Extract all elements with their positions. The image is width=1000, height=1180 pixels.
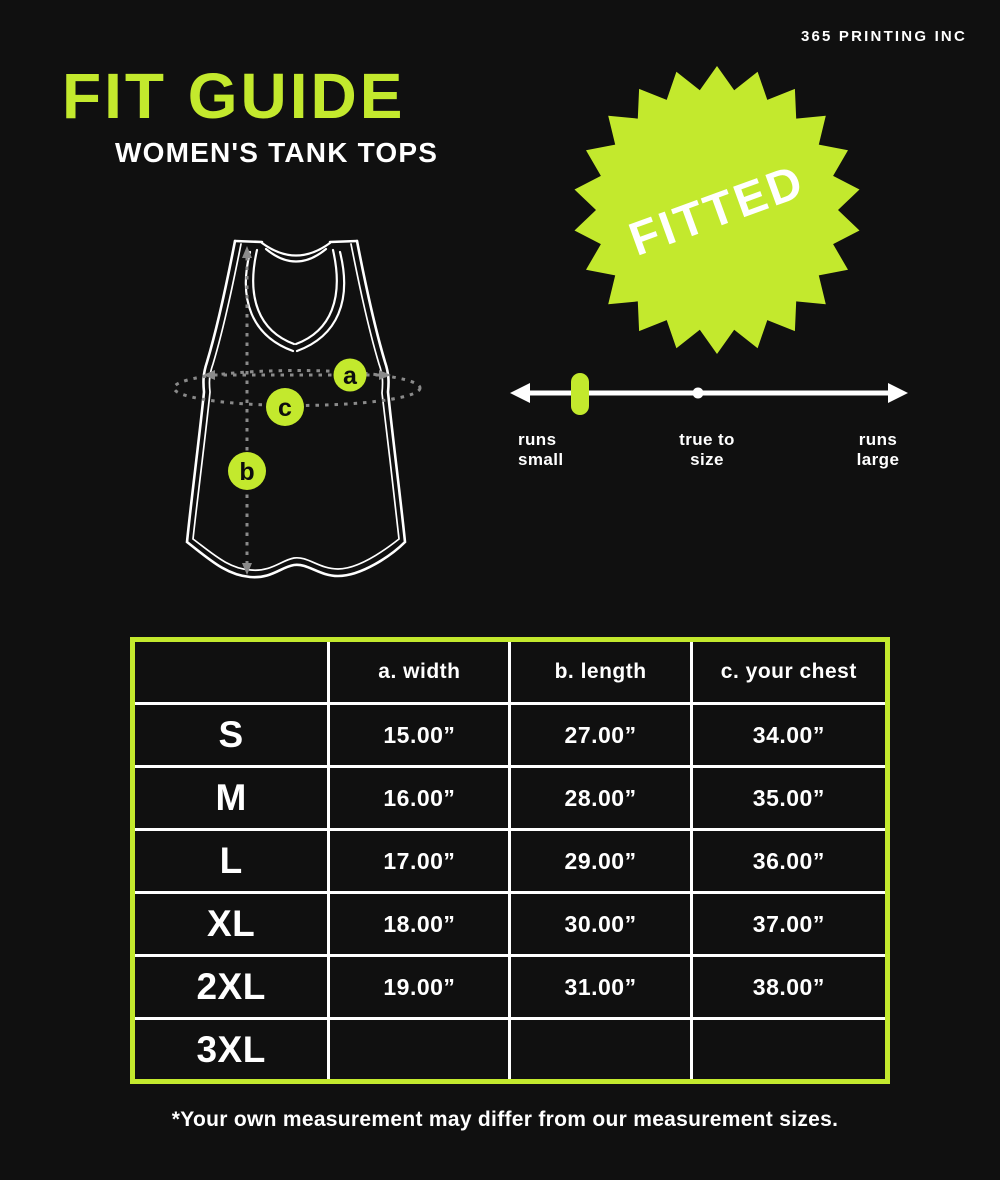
true-to-size-dot (693, 388, 704, 399)
width-value: 17.00” (329, 830, 510, 893)
scale-label-runs-large: runs large (856, 430, 900, 470)
marker-c (266, 388, 304, 426)
size-label: 2XL (133, 956, 329, 1019)
brand-name: 365 PRINTING INC (800, 28, 967, 45)
marker-b-label: b (239, 458, 255, 486)
badge-label: FITTED (622, 153, 812, 266)
header-blank (133, 640, 329, 704)
scale-label-runs-small: runs small (518, 430, 564, 470)
fit-position-marker (571, 373, 589, 415)
table-row-xl (133, 893, 888, 956)
marker-b (228, 452, 266, 490)
length-value (510, 1019, 691, 1082)
scale-label-true-to-size: true to size (679, 430, 735, 470)
marker-c-label: c (278, 394, 292, 422)
width-value: 16.00” (329, 767, 510, 830)
chest-value: 34.00” (691, 704, 887, 767)
width-value (329, 1019, 510, 1082)
marker-a-label: a (343, 362, 357, 390)
page-title: FIT GUIDE (62, 60, 406, 132)
table-row-2xl (133, 956, 888, 1019)
header-length: b. length (510, 640, 691, 704)
page-subtitle: WOMEN'S TANK TOPS (115, 137, 439, 169)
table-row-m (133, 767, 888, 830)
title-block (62, 60, 439, 169)
size-table-header-row (133, 640, 888, 704)
chest-value (691, 1019, 887, 1082)
table-row-l (133, 830, 888, 893)
tank-strap-caps (235, 241, 357, 242)
marker-a (334, 359, 367, 392)
fit-scale (500, 358, 920, 424)
size-label: XL (133, 893, 329, 956)
scale-arrow-left-icon (510, 383, 530, 403)
length-value: 28.00” (510, 767, 691, 830)
width-value: 18.00” (329, 893, 510, 956)
size-label: S (133, 704, 329, 767)
size-table (130, 637, 890, 1084)
chest-value: 35.00” (691, 767, 887, 830)
tank-racerback-seams (246, 250, 344, 351)
measurement-disclaimer: *Your own measurement may differ from our measurement sizes. (171, 1108, 839, 1131)
header-width: a. width (329, 640, 510, 704)
table-row-3xl (133, 1019, 888, 1082)
width-value: 15.00” (329, 704, 510, 767)
tank-top-diagram (60, 230, 480, 600)
chest-value: 38.00” (691, 956, 887, 1019)
length-value: 30.00” (510, 893, 691, 956)
width-value: 19.00” (329, 956, 510, 1019)
scale-arrow-right-icon (888, 383, 908, 403)
length-value: 27.00” (510, 704, 691, 767)
tank-neckline (262, 243, 330, 262)
length-value: 29.00” (510, 830, 691, 893)
size-label: M (133, 767, 329, 830)
header-chest: c. your chest (691, 640, 887, 704)
size-label: 3XL (133, 1019, 329, 1082)
length-value: 31.00” (510, 956, 691, 1019)
chest-value: 36.00” (691, 830, 887, 893)
chest-value: 37.00” (691, 893, 887, 956)
fitted-badge (571, 64, 863, 356)
table-row-s (133, 704, 888, 767)
size-label: L (133, 830, 329, 893)
